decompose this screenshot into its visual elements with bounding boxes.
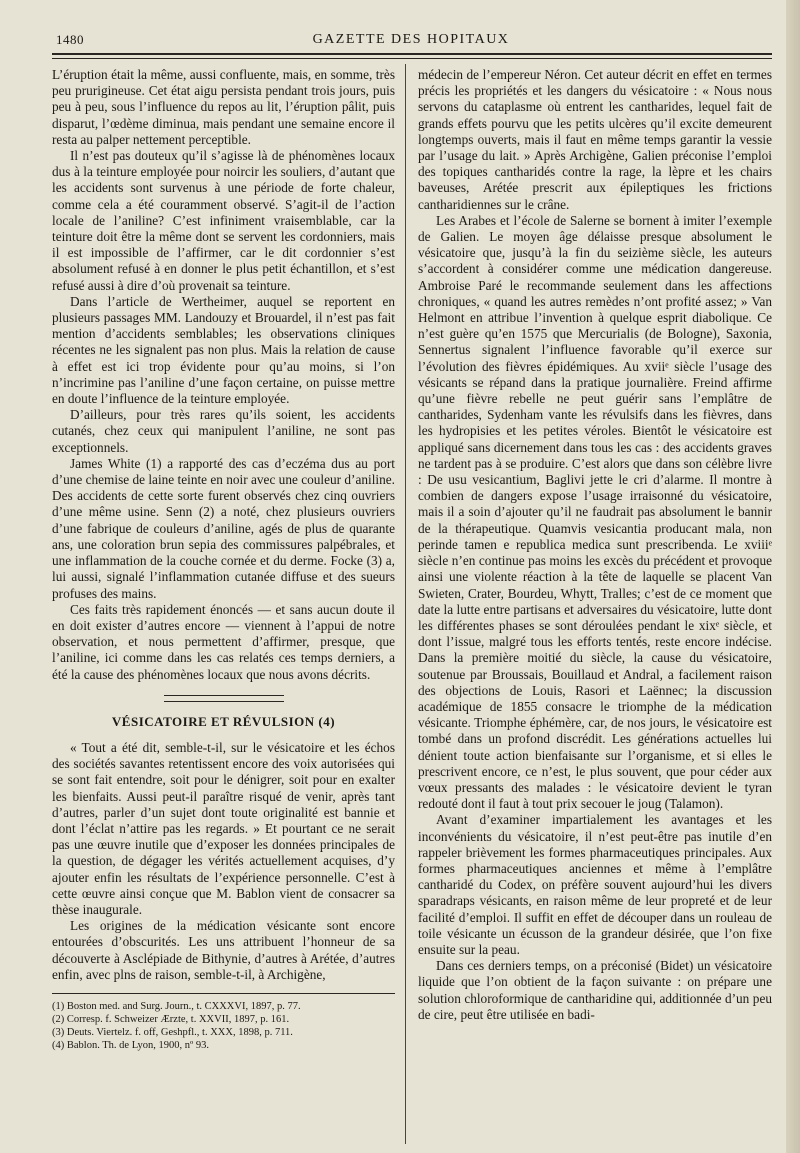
paragraph: Ces faits très rapidement énoncés — et sans aucun doute il en doit exister d’autres encore — viennent à l’appui de notre observation, et nous permettent d’affirmer, presque, que l’aniline, ici comme dans les cas relatés ces temps derniers, a été la cause des phénomènes locaux que nous avons décrits. <box>52 601 395 682</box>
footnote: (2) Corresp. f. Schweizer Ærzte, t. XXVII, 1897, p. 161. <box>52 1013 290 1025</box>
section-title: VÉSICATOIRE ET RÉVULSION (4) <box>111 713 336 729</box>
paragraph: Il n’est pas douteux qu’il s’agisse là de phénomènes locaux dus à la teinture employée pour noircir les souliers, d’autant que les accidents sont survenus à une période de forte chaleur, comme cela a été couramment observé. S’agit-il de l’action locale de l’aniline? C’est infiniment vraisemblable, car la teinture doit être la même dont se servent les cordonniers, mais il est impossible de l’affirmer, car le dit cordonnier s’est absolument refusé à en donner le plus petit échantillon, et s’est refusé aussi à dire d’où provenait sa teinture. <box>52 148 395 293</box>
paragraph: James White (1) a rapporté des cas d’eczéma dus au port d’une chemise de laine teinte en noir avec une couleur d’aniline. Des accidents de cette sorte furent observés chez cinq ouvriers d’une même usine. Senn (2) a noté, chez plusieurs ouvriers d’une fabrique de couleurs d’aniline, agés de plus de quarante ans, une coloration brun sepia des commissures palpébrales, et une inflammation de la couche cornée et du derme. Focke (3) a, lui aussi, signalé l’inflammation cutanée diffuse et des sueurs profuses des mains. <box>52 455 395 601</box>
paragraph: Les origines de la médication vésicante sont encore entourées d’obscurités. Les uns attribuent l’honneur de sa découverte à Asclépiade de Bithynie, d’autres à Arétée, d’autres enfin, avec plns de raison, semble-t-il, à Archigène, <box>52 918 395 982</box>
paragraph: D’ailleurs, pour très rares qu’ils soient, les accidents cutanés, chez ceux qui manipulent l’aniline, ne sont pas exceptionnels. <box>52 407 395 455</box>
paragraph: Dans ces derniers temps, on a préconisé (Bidet) un vésicatoire liquide que l’on obtient de la façon suivante : on prépare une solution chloroformique de cantharidine qui, additionnée d’un peu de cire, peut être utilisée en badi- <box>418 958 772 1022</box>
header-rule <box>52 53 772 55</box>
header-rule-thin <box>52 58 772 59</box>
left-column <box>52 67 395 1052</box>
right-column <box>418 67 772 1023</box>
column-divider <box>405 64 406 1144</box>
page-number: 1480 <box>56 32 84 47</box>
running-title: GAZETTE DES HOPITAUX <box>312 32 510 47</box>
page-edge <box>786 0 800 1153</box>
paragraph: « Tout a été dit, semble-t-il, sur le vésicatoire et les échos des sociétés savantes retentissent encore des voix autorisées qui se sont fait entendre, soit pour le dénigrer, soit pour en exalter les bienfaits. Aussi peut-il paraître risqué de venir, après tant d’autres, parler d’un sujet dont toute originalité est bannie et dont l’éclat n’attire pas les regards. » Et pourtant ce ne serait pas une œuvre inutile que d’exposer les données principales de la question, de dégager les vérités actuellement acquises, d’y ajouter enfin les résultats de l’expérience personnelle. C’est à cette œuvre ainsi conçue que M. Bablon vient de consacrer sa thèse inaugurale. <box>52 739 395 917</box>
footnote: (1) Boston med. and Surg. Journ., t. CXXXVI, 1897, p. 77. <box>52 1000 301 1012</box>
section-separator <box>164 695 284 702</box>
paragraph: Avant d’examiner impartialement les avantages et les inconvénients du vésicatoire, il n’est peut-être pas inutile d’en rappeler brièvement les formes pharmaceutiques principales. Aux formes pharmaceutiques anciennes et même à l’emplâtre cantharidé du Codex, on préfère souvent aujourd’hui les divers sparadraps vésicants, en raison même de leur propreté et de leur facilité d’emploi. Il suffit en effet de découper dans un rouleau de toile vésicante un écusson de la grandeur désirée, que l’on fixe ensuite sur la peau. <box>418 812 772 957</box>
footnote: (4) Bablon. Th. de Lyon, 1900, nº 93. <box>52 1039 210 1051</box>
page-header <box>52 26 770 56</box>
paragraph: L’éruption était la même, aussi confluente, mais, en somme, très peu prurigineuse. Cet état aigu persista pendant trois jours, puis peu à peu, sous l’influence du repos au lit, l’éruption pâlit, puis disparut, l’œdème diminua, mais pendant une semaine encore il resta au palper nettement perceptible. <box>52 67 395 147</box>
footnote: (3) Deuts. Viertelz. f. off, Geshpfl., t. XXX, 1898, p. 711. <box>52 1026 293 1038</box>
paragraph: médecin de l’empereur Néron. Cet auteur décrit en effet en termes précis les propriétés et les dangers du vésicatoire : « Nous nous servons du cataplasme où entrent les cantharides, lequel fait de grands effets pourvu que les petits ulcères qu’il excite demeurent longtemps ouverts, mais il faut en même temps garantir la vessie par l’usage du lait. » Après Archigène, Galien préconise l’emploi des topiques cantharidés contre la rage, la lèpre et les chairs baveuses, Arétée prescrit aux épileptiques les frictions cantharidiennes sur le crâne. <box>418 67 772 212</box>
paragraph: Dans l’article de Wertheimer, auquel se reportent en plusieurs passages MM. Landouzy et Brouardel, il n’est pas fait mention d’accidents semblables; les observations cliniques récentes ne les signalent pas non plus. Mais la relation de cause à effet est ici trop évidente pour qu’au moins, si l’on n’incrimine pas l’aniline d’une façon certaine, on puisse mettre en doute l’influence de la teinture employée. <box>52 293 395 407</box>
paragraph: Les Arabes et l’école de Salerne se bornent à imiter l’exemple de Galien. Le moyen âge délaisse presque absolument le vésicatoire que, jusqu’à la fin du seizième siècle, les auteurs s’accordent à considérer comme une médication dangereuse. Ambroise Paré le recommande seulement dans les affections chroniques, « quand les autres remèdes n’ont profité assez; » Van Helmont en attribue l’invention à quelque esprit diabolique. Ce n’est guère qu’en 1575 que Mercurialis (de Bologne), Saxonia, Sennertus signalent l’influence favorable qu’il exerce sur l’évolution des fièvres épidémiques. Au xviiᵉ siècle l’usage des vésicants se répand dans la pratique journalière. Freind affirme qu’une fièvre rebelle ne peut guérir sans l’emplâtre de cantharides, Sydenham vante les révulsifs dans les fièvres, dans les hydropisies et les petites véroles. Bientôt le vésicatoire est appliqué sans dicernement dans tous les cas : des accidents graves ne tardent pas à se produire. C’est alors que dans son célèbre livre : De usu vesicantium, Baglivi jette le cri d’alarme. Il montre à combien de dangers expose l’usage irraisonné du vésicatoire, mais il a soin d’ajouter qu’il ne faudrait pas absolument le bannir de la thérapeutique. Quamvis vesicantia producant mala, non perinde tamen e republica medica sunt prescribenda. Le xviiiᵉ siècle n’en continue pas moins les excès du précédent et provoque ainsi une violente réaction à la tête de laquelle se placent Van Swieten, Crater, Bourdeu, Whytt, Tralles; c’est de ce moment que date la lutte entre partisans et adversaires du vésicatoire, lutte dont les différentes phases se sont déroulées pendant le xixᵉ siècle, et dont l’issue, malgré tous les efforts tentés, reste encore indécise. Dans la première moitié du siècle, la cause du vésicatoire, soutenue par Broussais, Bouillaud et Andral, a facilement raison des objections de Louis, Rasori et Laënnec; la discussion académique de 1855 consacre le triomphe de la médication vésicante. Triomphe éphémère, car, de nos jours, le vésicatoire est tombé dans un profond discrédit. Les générations actuelles lui dénient toute action bienfaisante sur l’organisme, et si elles le prescrivent encore, ce n’est, le plus souvent, que pour céder aux vœux pressants des malades : le vésicatoire devient le tyran redouté dont il faut à tout prix secouer le joug (Talamon). <box>418 212 772 812</box>
footnote-rule <box>52 993 395 994</box>
